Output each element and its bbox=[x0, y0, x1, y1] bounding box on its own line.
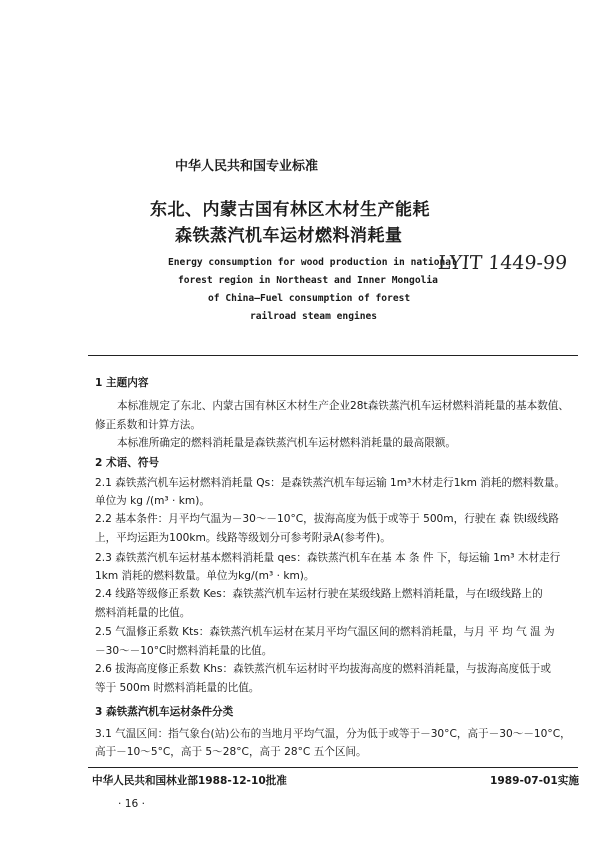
handwritten-code: LYIT 1449-99 bbox=[437, 252, 568, 274]
paragraph-line: 上，平均运距为100km。线路等级划分可参考附录A(参考件)。 bbox=[95, 532, 391, 544]
paragraph-line: 1km 消耗的燃料数量。单位为kg/(m³ · km)。 bbox=[95, 570, 315, 582]
paragraph-line: 本标准规定了东北、内蒙古国有林区木材生产企业28t森铁蒸汽机车运材燃料消耗量的基本数值、 bbox=[117, 400, 569, 412]
paragraph-line: 2.4 线路等级修正系数 Kes：森铁蒸汽机车运材行驶在某级线路上燃料消耗量，与在Ⅰ级线路上的 bbox=[95, 588, 543, 600]
implementation-date: 1989-07-01实施 bbox=[490, 775, 579, 787]
footer-rule bbox=[88, 767, 578, 768]
paragraph-line: 单位为 kg /(m³ · km)。 bbox=[95, 495, 210, 507]
section-1-heading: 1 主题内容 bbox=[95, 377, 149, 389]
paragraph-line: 高于－10～5°C，高于 5～28°C，高于 28°C 五个区间。 bbox=[95, 746, 367, 758]
paragraph-line: 2.6 拔海高度修正系数 Khs：森铁蒸汽机车运材时平均拔海高度的燃料消耗量，与拔海高度低于或 bbox=[95, 663, 551, 675]
english-title-line-4: railroad steam engines bbox=[250, 311, 378, 322]
title-line-2: 森铁蒸汽机车运材燃料消耗量 bbox=[175, 226, 403, 246]
standard-header: 中华人民共和国专业标准 bbox=[175, 159, 319, 174]
english-title-line-1: Energy consumption for wood production in national bbox=[168, 257, 457, 268]
paragraph-line: 2.3 森铁蒸汽机车运材基本燃料消耗量 qes：森铁蒸汽机车在基 本 条 件 下，每运输 1m³ 木材走行 bbox=[95, 552, 561, 564]
title-line-1: 东北、内蒙古国有林区木材生产能耗 bbox=[150, 200, 430, 220]
english-title-line-2: forest region in Northeast and Inner Mongolia bbox=[178, 275, 438, 286]
section-2-heading: 2 术语、符号 bbox=[95, 457, 160, 469]
paragraph-line: 2.2 基本条件：月平均气温为－30～－10°C，拔海高度为低于或等于 500m，行驶在 森 铁Ⅰ级线路 bbox=[95, 513, 559, 525]
paragraph-line: 等于 500m 时燃料消耗量的比值。 bbox=[95, 682, 260, 694]
paragraph-line: 3.1 气温区间：指气象台(站)公布的当地月平均气温，分为低于或等于－30°C，高于－30～－10°C， bbox=[95, 728, 571, 740]
paragraph-line: 2.5 气温修正系数 Kts：森铁蒸汽机车运材在某月平均气温区间的燃料消耗量，与月 平 均 气 温 为 bbox=[95, 626, 555, 638]
paragraph-line: 修正系数和计算方法。 bbox=[95, 419, 201, 431]
paragraph-line: 2.1 森铁蒸汽机车运材燃料消耗量 Qs：是森铁蒸汽机车每运输 1m³木材走行1km 消耗的燃料数量。 bbox=[95, 477, 566, 489]
section-3-heading: 3 森铁蒸汽机车运材条件分类 bbox=[95, 706, 234, 718]
paragraph-line: 本标准所确定的燃料消耗量是森铁蒸汽机车运材燃料消耗量的最高限额。 bbox=[117, 437, 456, 449]
approval-line: 中华人民共和国林业部1988-12-10批准 bbox=[92, 775, 287, 787]
paragraph-line: －30～－10°C时燃料消耗量的比值。 bbox=[95, 645, 273, 657]
header-rule bbox=[88, 355, 578, 356]
page-number: · 16 · bbox=[118, 798, 145, 810]
paragraph-line: 燃料消耗量的比值。 bbox=[95, 607, 191, 619]
english-title-line-3: of China—Fuel consumption of forest bbox=[208, 293, 411, 304]
